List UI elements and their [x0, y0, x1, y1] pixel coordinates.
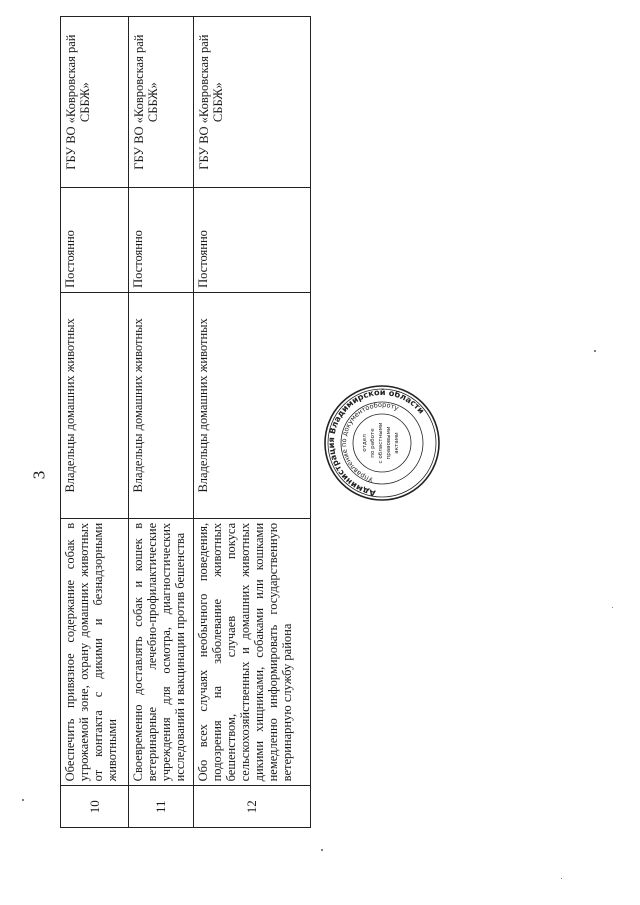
measures-table: [60, 16, 311, 828]
measure-cell: Своевременно доставлять собак и кошек в ветеринарные лечебно-профилактические учреждения для осмотра, диагностических исследований и вакцинации против бешенства: [129, 518, 194, 786]
measure-cell: Обеспечить привязное содержание собак в угрожаемой зоне, охрану домашних животных от контакта с дикими и безнадзорными животными: [61, 518, 129, 786]
responsible-cell: ГБУ ВО «Ковровская рай СББЖ»: [61, 17, 129, 188]
scan-speck: [612, 607, 613, 608]
row-number: 12: [194, 786, 311, 828]
stamp-inner-text: Управление по документообороту: [339, 400, 400, 484]
deadline-cell: Постоянно: [129, 188, 194, 293]
scan-speck: [321, 849, 323, 851]
executors-cell: Владельцы домашних животных: [129, 292, 194, 518]
measure-cell: Обо всех случаях необычного поведения, подозрения на заболевание животных бешенством, случаев покуса сельскохозяйственных и домашних животных дикими хищниками, собаками или кошками немедленно информировать государственную ветеринарную службу района: [194, 518, 311, 786]
measures-table-container: [60, 16, 310, 828]
scan-speck: [22, 799, 24, 801]
responsible-cell: ГБУ ВО «Ковровская рай СББЖ»: [194, 17, 311, 188]
stamp-center-line: с областными: [378, 422, 384, 464]
stamp-center-line: актами: [394, 432, 400, 454]
executors-cell: Владельцы домашних животных: [61, 292, 129, 518]
stamp-center-line: по работе: [370, 428, 376, 458]
table-row: [61, 17, 129, 828]
page-number: 3: [29, 470, 49, 480]
deadline-cell: Постоянно: [61, 188, 129, 293]
table-row: [129, 17, 194, 828]
row-number: 10: [61, 786, 129, 828]
deadline-cell: Постоянно: [194, 188, 311, 293]
responsible-cell: ГБУ ВО «Ковровская рай СББЖ»: [129, 17, 194, 188]
scan-speck: [561, 878, 562, 879]
stamp-center-line: отдел: [362, 434, 368, 452]
official-stamp: [322, 383, 442, 503]
stamp-seal-icon: [322, 383, 442, 503]
row-number: 11: [129, 786, 194, 828]
scan-speck: [594, 350, 596, 352]
executors-cell: Владельцы домашних животных: [194, 292, 311, 518]
stamp-center-line: правовыми: [386, 426, 392, 460]
stamp-outer-text: Администрация Владимирской области: [325, 386, 427, 499]
table-row: [194, 17, 311, 828]
